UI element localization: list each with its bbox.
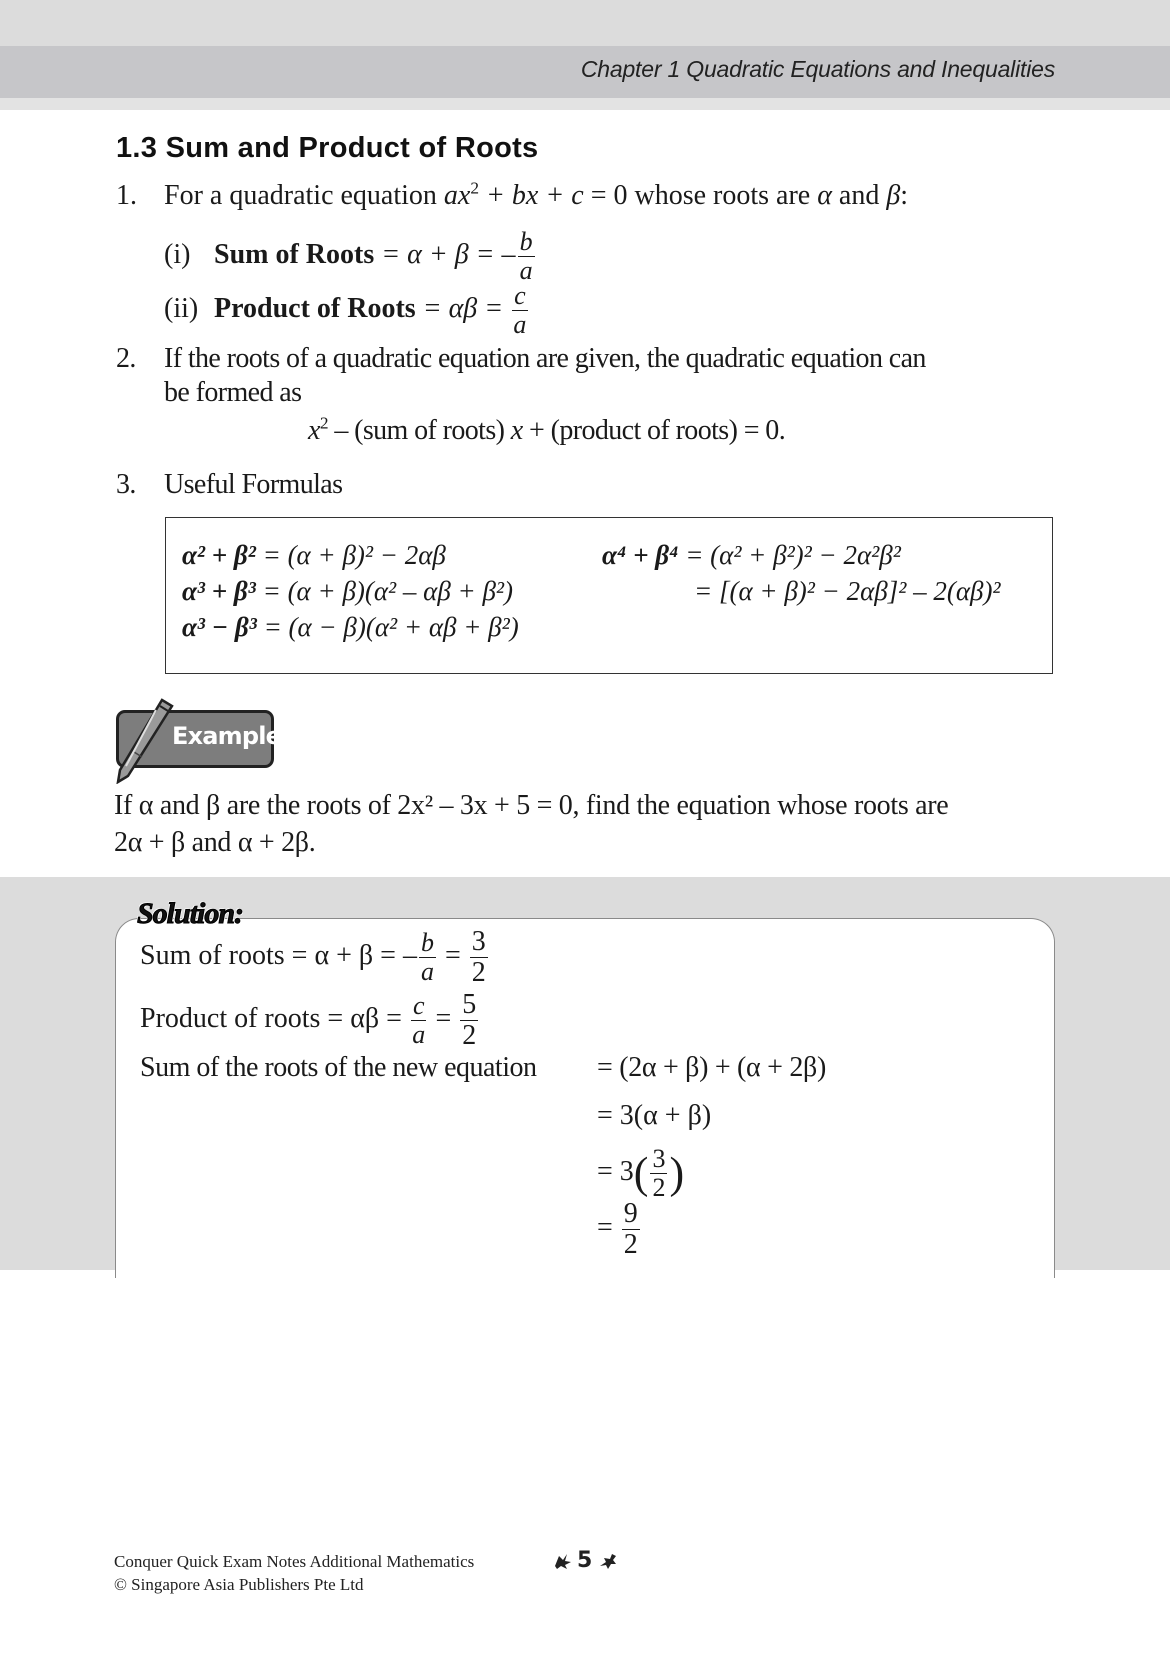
ornament-right-icon <box>598 1552 618 1570</box>
exponent: 2 <box>470 178 480 198</box>
math-term: ax <box>443 180 471 211</box>
numerator: c <box>412 991 425 1020</box>
denominator: 2 <box>471 957 486 988</box>
exponent: 2 <box>319 413 328 433</box>
paren-open: ( <box>633 1148 649 1198</box>
header-underline-band <box>0 98 1170 110</box>
equals: = <box>437 939 468 971</box>
sub-marker: (ii) <box>164 292 199 324</box>
formula-row <box>182 609 519 645</box>
section-title: 1.3 Sum and Product of Roots <box>116 132 539 164</box>
math-beta: β <box>886 180 901 211</box>
equals: = <box>428 1002 459 1034</box>
solution-text: = 3 <box>597 1155 634 1187</box>
fraction-9-over-2 <box>622 1200 640 1259</box>
sub-label: Product of Roots <box>214 292 416 324</box>
math-expression: = αβ = <box>415 292 511 324</box>
math-term: + bx + c <box>479 180 584 211</box>
formula-lhs: α⁴ + β⁴ <box>602 540 679 570</box>
fraction-5-over-2 <box>460 991 478 1050</box>
solution-product-of-roots <box>140 991 480 1050</box>
numerator: 5 <box>462 989 477 1020</box>
pen-icon <box>110 696 180 784</box>
point-1 <box>116 179 908 213</box>
numerator: 3 <box>652 1144 666 1173</box>
formula-lhs: α³ − β³ <box>182 612 257 642</box>
top-margin-strip <box>0 0 1170 46</box>
formula-rhs: = [(α + β)² − 2αβ]² – 2(αβ)² <box>694 576 1001 606</box>
point-text: Useful Formulas <box>164 469 343 500</box>
math-x: x <box>510 415 523 446</box>
solution-sum-of-roots <box>140 928 490 987</box>
fraction-c-over-a <box>512 283 528 338</box>
quadratic-from-roots-formula <box>308 414 785 448</box>
formula-row <box>182 573 513 609</box>
numerator: b <box>420 928 434 957</box>
fraction-c-over-a <box>411 993 427 1048</box>
solution-step-2: = 3(α + β) <box>597 1100 712 1131</box>
point-text: = 0 whose roots are <box>583 180 818 211</box>
math-expression: = α + β = – <box>374 238 516 270</box>
fraction-b-over-a <box>419 930 436 985</box>
point-number: 2. <box>116 343 136 374</box>
chapter-title: Chapter 1 Quadratic Equations and Inequalities <box>580 56 1055 82</box>
page-number: 5 <box>577 1548 593 1573</box>
math-alpha: α <box>817 180 832 211</box>
solution-step-4 <box>597 1200 642 1259</box>
solution-step-1: = (2α + β) + (α + 2β) <box>597 1052 826 1083</box>
sub-marker: (i) <box>164 238 191 270</box>
example-question-line-1: If α and β are the roots of 2x² – 3x + 5 = 0, find the equation whose roots are <box>114 790 949 821</box>
solution-label: Solution: <box>137 897 244 930</box>
point-text: : <box>900 180 909 211</box>
denominator: 2 <box>652 1173 666 1202</box>
solution-text: = <box>597 1211 620 1243</box>
numerator: b <box>519 227 533 256</box>
solution-text: Product of roots = αβ = <box>140 1002 409 1034</box>
numerator: c <box>514 281 526 310</box>
solution-new-sum-label: Sum of the roots of the new equation <box>140 1052 537 1083</box>
formula-rhs: = (α + β)(α² – αβ + β²) <box>255 576 514 606</box>
formula-row <box>694 573 1001 609</box>
formula-lhs: α² + β² <box>182 540 256 570</box>
numerator: 3 <box>471 926 486 957</box>
formula-text: – (sum of roots) <box>327 415 511 446</box>
point-text: and <box>831 180 887 211</box>
formula-rhs: = (α² + β²)² − 2α²β² <box>678 540 901 570</box>
formula-row <box>602 537 901 573</box>
fraction-3-over-2 <box>650 1146 667 1201</box>
denominator: a <box>519 256 533 285</box>
denominator: 2 <box>462 1020 477 1051</box>
sub-label: Sum of Roots <box>214 238 375 270</box>
paren-close: ) <box>669 1148 685 1198</box>
ornament-left-icon <box>553 1552 573 1570</box>
fraction-3-over-2 <box>470 928 488 987</box>
point-2-line-2: be formed as <box>164 377 302 408</box>
point-text: If the roots of a quadratic equation are given, the quadratic equation can <box>164 343 926 374</box>
formula-lhs: α³ + β³ <box>182 576 256 606</box>
math-x: x <box>308 415 320 446</box>
denominator: a <box>420 957 434 986</box>
formula-row <box>182 537 446 573</box>
solution-step-3 <box>597 1146 684 1201</box>
denominator: a <box>412 1020 426 1049</box>
formula-rhs: = (α + β)² − 2αβ <box>255 540 446 570</box>
footer-book-title: Conquer Quick Exam Notes Additional Mathematics <box>114 1552 475 1571</box>
point-text: For a quadratic equation <box>164 180 444 211</box>
point-number: 1. <box>116 180 137 211</box>
fraction-b-over-a <box>518 229 535 284</box>
point-number: 3. <box>116 469 136 500</box>
solution-text: Sum of roots = α + β = – <box>140 939 417 971</box>
denominator: a <box>513 310 527 339</box>
point-2-line-1 <box>116 342 926 376</box>
footer-copyright: © Singapore Asia Publishers Pte Ltd <box>114 1575 364 1594</box>
point-3 <box>116 468 342 502</box>
example-question-line-2: 2α + β and α + 2β. <box>114 827 316 858</box>
sum-of-roots-rule <box>164 229 537 284</box>
example-label: Example <box>172 722 282 750</box>
product-of-roots-rule <box>164 283 530 338</box>
numerator: 9 <box>623 1198 638 1229</box>
denominator: 2 <box>623 1229 638 1260</box>
formula-rhs: = (α − β)(α² + αβ + β²) <box>256 612 519 642</box>
formula-text: + (product of roots) = 0. <box>522 415 786 446</box>
